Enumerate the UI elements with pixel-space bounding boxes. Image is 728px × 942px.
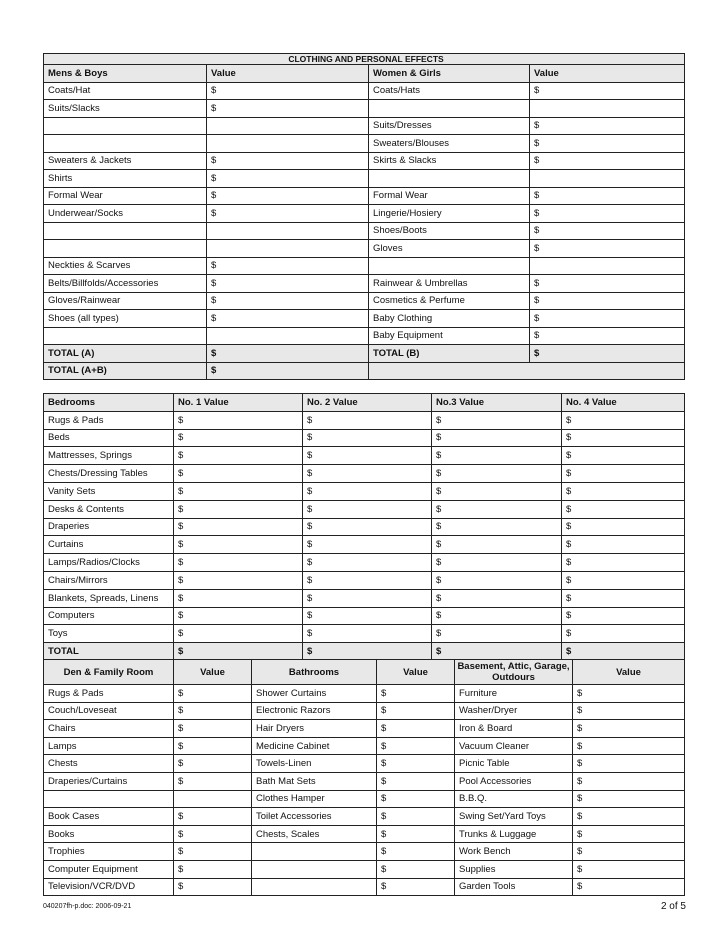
table-row — [44, 257, 685, 275]
table-row — [44, 536, 685, 554]
table-cell — [530, 100, 685, 118]
table-cell: Chairs/Mirrors — [44, 571, 174, 589]
table-cell — [44, 327, 207, 345]
table-cell: $ — [303, 465, 432, 483]
table-row — [44, 205, 685, 223]
table-row — [44, 292, 685, 310]
total-cell: $ — [562, 643, 685, 661]
table-cell: $ — [530, 222, 685, 240]
table-row — [44, 720, 685, 738]
table-cell: $ — [174, 429, 303, 447]
table-cell: Shoes/Boots — [369, 222, 530, 240]
table-cell: Television/VCR/DVD — [44, 878, 174, 896]
table-cell: $ — [530, 327, 685, 345]
table-cell: Trunks & Luggage — [455, 825, 573, 843]
total-cell: $ — [432, 643, 562, 661]
table-cell — [369, 100, 530, 118]
table-cell: Formal Wear — [44, 187, 207, 205]
table-row — [44, 65, 685, 83]
total-cell: $ — [303, 643, 432, 661]
table-row — [44, 394, 685, 412]
table-row — [44, 660, 685, 685]
table-cell: Toys — [44, 625, 174, 643]
table-cell: $ — [530, 205, 685, 223]
table-cell: Rugs & Pads — [44, 685, 174, 703]
table-cell: $ — [562, 482, 685, 500]
table-cell: $ — [432, 411, 562, 429]
bedrooms-table — [43, 393, 685, 661]
table-row — [44, 429, 685, 447]
table-cell: $ — [377, 825, 455, 843]
table-cell: $ — [573, 702, 685, 720]
table-cell: $ — [174, 860, 252, 878]
table-cell: Shower Curtains — [252, 685, 377, 703]
table-row — [44, 275, 685, 293]
table-cell: $ — [207, 82, 369, 100]
table-cell — [174, 790, 252, 808]
table-cell: Vanity Sets — [44, 482, 174, 500]
table-row — [44, 327, 685, 345]
table-cell: $ — [432, 500, 562, 518]
table-cell — [252, 843, 377, 861]
table-cell: Work Bench — [455, 843, 573, 861]
table-cell: Trophies — [44, 843, 174, 861]
table-row — [44, 878, 685, 896]
table-row — [44, 82, 685, 100]
table-cell: $ — [303, 500, 432, 518]
table-cell: Towels-Linen — [252, 755, 377, 773]
table-row — [44, 772, 685, 790]
table-cell: Beds — [44, 429, 174, 447]
table-cell: Skirts & Slacks — [369, 152, 530, 170]
table-row — [44, 737, 685, 755]
table-cell: $ — [377, 737, 455, 755]
table-cell: $ — [432, 518, 562, 536]
rooms-table — [43, 659, 685, 896]
table-cell: $ — [573, 843, 685, 861]
total-cell: TOTAL — [44, 643, 174, 661]
table-row — [44, 589, 685, 607]
table-cell — [44, 117, 207, 135]
total-cell: TOTAL (A) — [44, 345, 207, 363]
table-cell: $ — [432, 536, 562, 554]
table-cell: Baby Clothing — [369, 310, 530, 328]
table-cell: Rainwear & Umbrellas — [369, 275, 530, 293]
table-cell — [530, 257, 685, 275]
total-cell: $ — [530, 345, 685, 363]
table-cell: $ — [432, 625, 562, 643]
table-cell: Baby Equipment — [369, 327, 530, 345]
table-cell: Chests, Scales — [252, 825, 377, 843]
table-cell: Garden Tools — [455, 878, 573, 896]
table-cell: $ — [530, 275, 685, 293]
table-cell: Books — [44, 825, 174, 843]
table-cell: $ — [377, 772, 455, 790]
total-cell: $ — [207, 362, 369, 380]
table-cell: Underwear/Socks — [44, 205, 207, 223]
table-cell: Sweaters/Blouses — [369, 135, 530, 153]
table-cell: Book Cases — [44, 808, 174, 826]
table-cell: $ — [174, 482, 303, 500]
table-cell: Lamps/Radios/Clocks — [44, 554, 174, 572]
table-cell: $ — [432, 429, 562, 447]
table-cell: $ — [174, 808, 252, 826]
table-cell: $ — [562, 554, 685, 572]
table-cell: $ — [562, 447, 685, 465]
table-cell: Supplies — [455, 860, 573, 878]
table-cell: $ — [303, 607, 432, 625]
table-cell: $ — [562, 536, 685, 554]
table-cell: Swing Set/Yard Toys — [455, 808, 573, 826]
table-cell — [207, 117, 369, 135]
total-cell: TOTAL (A+B) — [44, 362, 207, 380]
table-cell: $ — [174, 825, 252, 843]
column-header: No.3 Value — [432, 394, 562, 412]
table-cell: $ — [573, 860, 685, 878]
table-cell: Iron & Board — [455, 720, 573, 738]
footer-page-number: 2 of 5 — [660, 901, 686, 912]
table-cell: Shirts — [44, 170, 207, 188]
table-cell: $ — [573, 790, 685, 808]
table-row — [44, 625, 685, 643]
table-cell: $ — [562, 465, 685, 483]
table-cell: Cosmetics & Perfume — [369, 292, 530, 310]
table-cell: $ — [432, 465, 562, 483]
table-row — [44, 643, 685, 661]
table-cell: $ — [174, 571, 303, 589]
section-title: CLOTHING AND PERSONAL EFFECTS — [44, 54, 685, 65]
table-cell: $ — [530, 310, 685, 328]
table-cell: $ — [530, 82, 685, 100]
table-cell: $ — [377, 878, 455, 896]
table-row — [44, 100, 685, 118]
table-cell: $ — [573, 878, 685, 896]
table-cell: Pool Accessories — [455, 772, 573, 790]
table-cell — [44, 222, 207, 240]
table-cell: $ — [562, 625, 685, 643]
table-cell: $ — [573, 825, 685, 843]
table-cell: $ — [377, 808, 455, 826]
table-cell: $ — [573, 720, 685, 738]
table-row — [44, 240, 685, 258]
table-row — [44, 152, 685, 170]
table-cell: Desks & Contents — [44, 500, 174, 518]
table-cell: Curtains — [44, 536, 174, 554]
table-cell: $ — [573, 808, 685, 826]
table-cell: Electronic Razors — [252, 702, 377, 720]
table-cell: $ — [530, 152, 685, 170]
column-header: Women & Girls — [369, 65, 530, 83]
table-row — [44, 54, 685, 65]
table-cell: $ — [377, 843, 455, 861]
table-cell: $ — [432, 571, 562, 589]
table-cell: $ — [432, 607, 562, 625]
total-cell: TOTAL (B) — [369, 345, 530, 363]
table-cell: Picnic Table — [455, 755, 573, 773]
table-cell — [44, 790, 174, 808]
table-row — [44, 825, 685, 843]
table-row — [44, 518, 685, 536]
table-cell: $ — [303, 625, 432, 643]
table-cell: $ — [303, 411, 432, 429]
table-cell: $ — [174, 878, 252, 896]
table-cell: Coats/Hats — [369, 82, 530, 100]
table-cell: $ — [432, 447, 562, 465]
column-header: Mens & Boys — [44, 65, 207, 83]
table-cell: Clothes Hamper — [252, 790, 377, 808]
table-cell: $ — [432, 589, 562, 607]
total-cell: $ — [174, 643, 303, 661]
table-cell: $ — [174, 536, 303, 554]
table-row — [44, 447, 685, 465]
column-header: No. 2 Value — [303, 394, 432, 412]
table-cell: $ — [207, 205, 369, 223]
table-cell: $ — [174, 447, 303, 465]
table-cell: $ — [562, 500, 685, 518]
table-row — [44, 310, 685, 328]
table-cell: $ — [303, 518, 432, 536]
table-cell: $ — [303, 447, 432, 465]
table-cell: Sweaters & Jackets — [44, 152, 207, 170]
table-row — [44, 135, 685, 153]
table-cell: Couch/Loveseat — [44, 702, 174, 720]
table-cell: Blankets, Spreads, Linens — [44, 589, 174, 607]
table-cell: Vacuum Cleaner — [455, 737, 573, 755]
clothing-table — [43, 53, 685, 380]
table-cell — [369, 257, 530, 275]
table-cell: Computers — [44, 607, 174, 625]
table-cell: Gloves — [369, 240, 530, 258]
table-cell: $ — [530, 187, 685, 205]
column-header: No. 4 Value — [562, 394, 685, 412]
table-cell: Chairs — [44, 720, 174, 738]
table-cell: $ — [530, 240, 685, 258]
table-cell: $ — [207, 152, 369, 170]
table-cell — [207, 240, 369, 258]
table-cell: $ — [530, 292, 685, 310]
table-cell: $ — [377, 685, 455, 703]
table-row — [44, 571, 685, 589]
table-cell: $ — [562, 411, 685, 429]
table-cell: Washer/Dryer — [455, 702, 573, 720]
column-header: No. 1 Value — [174, 394, 303, 412]
table-cell — [207, 135, 369, 153]
table-cell: $ — [174, 702, 252, 720]
table-cell: $ — [207, 275, 369, 293]
table-cell: $ — [174, 500, 303, 518]
table-row — [44, 500, 685, 518]
table-cell: $ — [562, 607, 685, 625]
table-cell — [252, 878, 377, 896]
table-cell: $ — [174, 685, 252, 703]
table-row — [44, 345, 685, 363]
table-cell: $ — [530, 135, 685, 153]
column-header: Value — [573, 660, 685, 685]
table-row — [44, 117, 685, 135]
table-cell: Belts/Billfolds/Accessories — [44, 275, 207, 293]
column-header: Value — [530, 65, 685, 83]
table-cell: $ — [174, 737, 252, 755]
table-row — [44, 860, 685, 878]
table-cell: $ — [303, 589, 432, 607]
table-cell: $ — [303, 554, 432, 572]
table-cell: Lingerie/Hosiery — [369, 205, 530, 223]
table-row — [44, 702, 685, 720]
table-row — [44, 808, 685, 826]
table-cell: $ — [174, 755, 252, 773]
table-row — [44, 685, 685, 703]
table-cell: Coats/Hat — [44, 82, 207, 100]
table-cell: Draperies — [44, 518, 174, 536]
table-cell: $ — [303, 571, 432, 589]
table-cell: $ — [562, 589, 685, 607]
table-row — [44, 790, 685, 808]
table-row — [44, 222, 685, 240]
table-cell: $ — [573, 685, 685, 703]
table-cell — [207, 222, 369, 240]
table-cell: Gloves/Rainwear — [44, 292, 207, 310]
table-cell: $ — [207, 292, 369, 310]
table-cell — [44, 240, 207, 258]
table-cell: Neckties & Scarves — [44, 257, 207, 275]
table-row — [44, 362, 685, 380]
table-cell — [252, 860, 377, 878]
table-cell: Rugs & Pads — [44, 411, 174, 429]
table-cell: Computer Equipment — [44, 860, 174, 878]
table-cell: $ — [207, 257, 369, 275]
table-row — [44, 843, 685, 861]
footer-doc-id: 040207fh-p.doc: 2006-09-21 — [43, 903, 132, 910]
table-row — [44, 170, 685, 188]
table-cell: $ — [303, 536, 432, 554]
table-cell: Suits/Slacks — [44, 100, 207, 118]
column-header: Den & Family Room — [44, 660, 174, 685]
table-cell: $ — [207, 310, 369, 328]
column-header: Value — [377, 660, 455, 685]
table-cell: $ — [174, 465, 303, 483]
table-cell: $ — [174, 720, 252, 738]
table-cell: Toilet Accessories — [252, 808, 377, 826]
table-cell: $ — [432, 482, 562, 500]
table-cell: B.B.Q. — [455, 790, 573, 808]
table-cell: $ — [573, 772, 685, 790]
table-row — [44, 411, 685, 429]
table-cell: $ — [174, 411, 303, 429]
table-cell: $ — [174, 554, 303, 572]
table-row — [44, 465, 685, 483]
table-cell: $ — [174, 843, 252, 861]
table-cell: $ — [377, 860, 455, 878]
table-cell: Bath Mat Sets — [252, 772, 377, 790]
column-header: Basement, Attic, Garage, Outdours — [455, 660, 573, 685]
table-cell: $ — [573, 755, 685, 773]
column-header: Value — [207, 65, 369, 83]
table-cell: $ — [377, 755, 455, 773]
total-cell: $ — [207, 345, 369, 363]
table-row — [44, 755, 685, 773]
table-cell: Mattresses, Springs — [44, 447, 174, 465]
table-cell — [207, 327, 369, 345]
table-cell: $ — [303, 429, 432, 447]
table-cell: Hair Dryers — [252, 720, 377, 738]
table-cell: $ — [174, 589, 303, 607]
table-cell: Shoes (all types) — [44, 310, 207, 328]
table-row — [44, 607, 685, 625]
table-cell: $ — [562, 571, 685, 589]
table-cell: $ — [303, 482, 432, 500]
blank-cell — [369, 362, 685, 380]
table-row — [44, 187, 685, 205]
table-cell: $ — [174, 772, 252, 790]
table-cell: $ — [432, 554, 562, 572]
table-cell: Formal Wear — [369, 187, 530, 205]
table-cell — [530, 170, 685, 188]
column-header: Bedrooms — [44, 394, 174, 412]
column-header: Value — [174, 660, 252, 685]
table-cell: Draperies/Curtains — [44, 772, 174, 790]
table-row — [44, 482, 685, 500]
table-cell: $ — [207, 100, 369, 118]
table-cell: Chests/Dressing Tables — [44, 465, 174, 483]
table-cell — [369, 170, 530, 188]
table-cell: $ — [562, 518, 685, 536]
table-cell: $ — [377, 790, 455, 808]
table-cell: Furniture — [455, 685, 573, 703]
table-cell: $ — [207, 170, 369, 188]
table-cell: $ — [207, 187, 369, 205]
table-cell — [44, 135, 207, 153]
table-cell: Lamps — [44, 737, 174, 755]
table-cell: $ — [174, 625, 303, 643]
table-row — [44, 554, 685, 572]
table-cell: Medicine Cabinet — [252, 737, 377, 755]
table-cell: Suits/Dresses — [369, 117, 530, 135]
table-cell: $ — [377, 720, 455, 738]
table-cell: $ — [530, 117, 685, 135]
column-header: Bathrooms — [252, 660, 377, 685]
table-cell: $ — [174, 518, 303, 536]
table-cell: $ — [174, 607, 303, 625]
table-cell: $ — [562, 429, 685, 447]
table-cell: $ — [573, 737, 685, 755]
table-cell: Chests — [44, 755, 174, 773]
table-cell: $ — [377, 702, 455, 720]
